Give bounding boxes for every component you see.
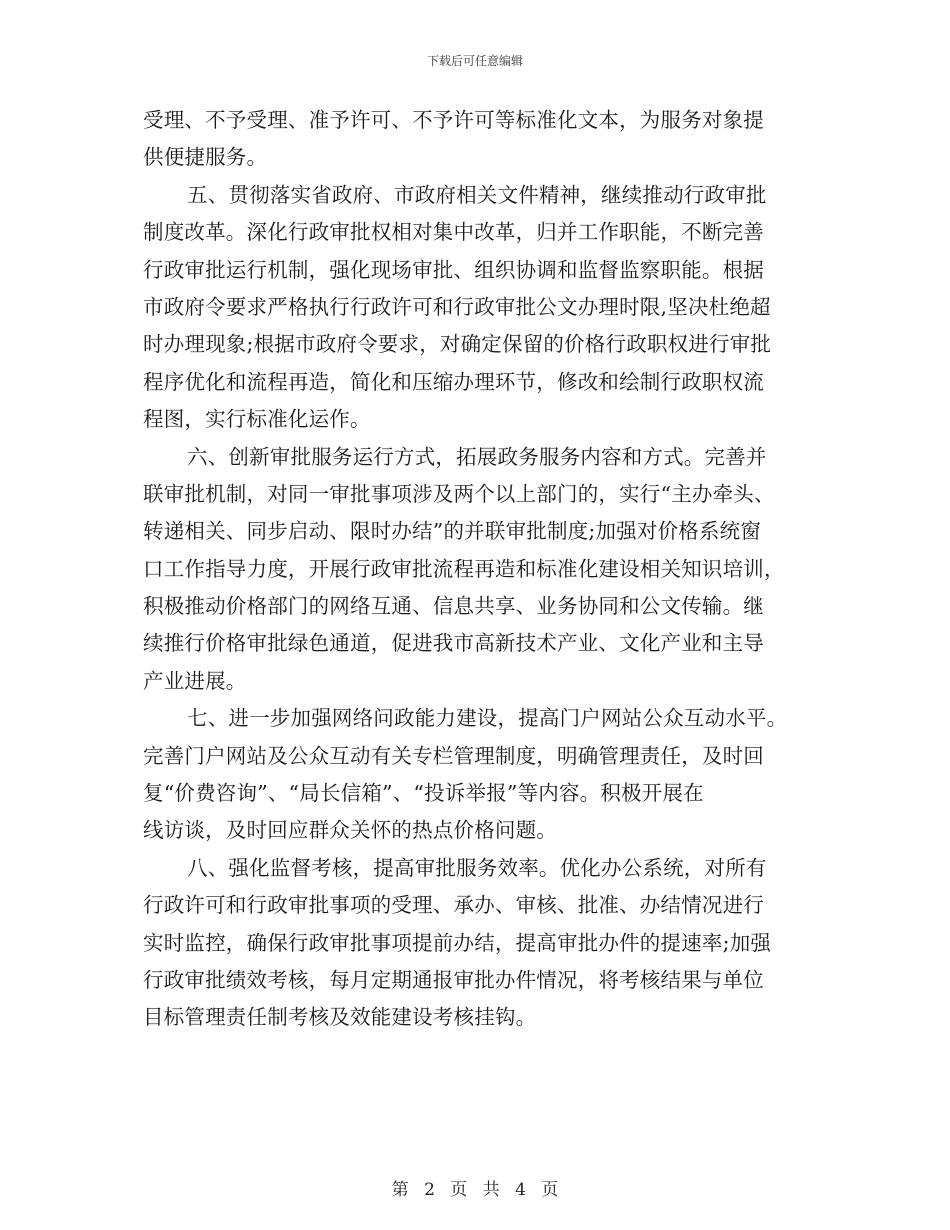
text-line: 实时监控，确保行政审批事项提前办结，提高审批办件的提速率;加强 [143, 930, 772, 955]
paragraph-start-line: 六、创新审批服务运行方式，拓展政务服务内容和方式。完善并 [187, 444, 767, 469]
text-line: 转递相关、同步启动、限时办结”的并联审批制度;加强对价格系统窗 [143, 519, 762, 544]
text-line: 制度改革。深化行政审批权相对集中改革，归并工作职能，不断完善 [143, 220, 764, 245]
footer-page-unit: 页 [450, 1180, 468, 1200]
footer-total-label: 共 [482, 1180, 500, 1200]
footer-total-pages: 4 [515, 1180, 526, 1200]
text-line: 供便捷服务。 [143, 145, 268, 170]
paragraph-start-line: 八、强化监督考核，提高审批服务效率。优化办公系统，对所有 [187, 855, 767, 880]
text-line: 完善门户网站及公众互动有关专栏管理制度，明确管理责任，及时回 [143, 743, 764, 768]
text-line: 行政审批运行机制，强化现场审批、组织协调和监督监察职能。根据 [143, 257, 764, 282]
text-line: 积极推动价格部门的网络互通、信息共享、业务协同和公文传输。继 [143, 594, 764, 619]
paragraph-start-line: 五、贯彻落实省政府、市政府相关文件精神，继续推动行政审批 [187, 182, 767, 207]
text-line: 行政许可和行政审批事项的受理、承办、审核、批准、办结情况进行 [143, 893, 764, 918]
footer-total-unit: 页 [541, 1180, 559, 1200]
body-text [143, 102, 811, 1037]
text-line: 产业进展。 [143, 668, 247, 693]
header-note: 下载后可任意编辑 [426, 54, 523, 68]
text-line: 市政府令要求严格执行行政许可和行政审批公文办理时限,坚决杜绝超 [143, 294, 771, 319]
text-line: 续推行价格审批绿色通道，促进我市高新技术产业、文化产业和主导 [143, 631, 764, 656]
page-footer [0, 1175, 950, 1200]
text-line: 线访谈，及时回应群众关怀的热点价格问题。 [143, 818, 557, 843]
text-line: 口工作指导力度，开展行政审批流程再造和标准化建设相关知识培训， [143, 556, 785, 581]
text-line: 联审批机制，对同一审批事项涉及两个以上部门的，实行“主办牵头、 [143, 481, 775, 506]
text-line: 程图，实行标准化运作。 [143, 407, 371, 432]
text-line: 时办理现象;根据市政府令要求，对确定保留的价格行政职权进行审批 [143, 332, 772, 357]
text-line: 行政审批绩效考核，每月定期通报审批办件情况，将考核结果与单位 [143, 967, 764, 992]
text-line: 复“价费咨询”、“局长信箱”、“投诉举报”等内容。积极开展在 [143, 781, 704, 806]
footer-current-page: 2 [424, 1180, 435, 1200]
footer-page-label: 第 [391, 1180, 409, 1200]
text-line: 目标管理责任制考核及效能建设考核挂钩。 [143, 1005, 537, 1030]
text-line: 程序优化和流程再造，简化和压缩办理环节，修改和绘制行政职权流 [143, 369, 764, 394]
paragraph-start-line: 七、进一步加强网络问政能力建设，提高门户网站公众互动水平。 [187, 706, 788, 731]
text-line: 受理、不予受理、准予许可、不予许可等标准化文本，为服务对象提 [143, 108, 764, 132]
